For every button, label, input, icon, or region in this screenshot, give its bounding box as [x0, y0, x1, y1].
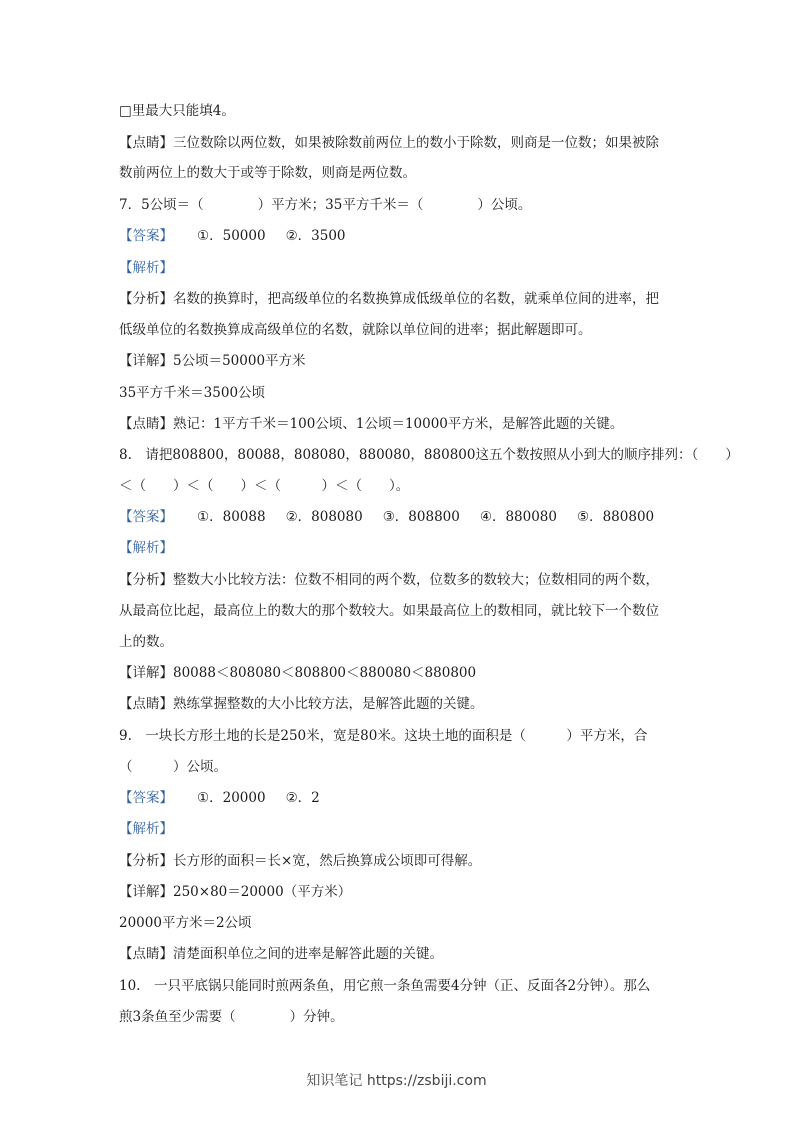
answer-row-q8 [119, 508, 679, 526]
answer-option: ②．808080 [285, 509, 363, 525]
analysis-label: 【解析】 [119, 260, 173, 276]
answer-option: ①．20000 [197, 790, 266, 806]
text-line: 低级单位的名数换算成高级单位的名数，就除以单位间的进率；据此解题即可。 [119, 322, 592, 338]
answer-option: ①．80088 [197, 509, 266, 525]
text-line: 煎3条鱼至少需要（ ）分钟。 [119, 1009, 344, 1025]
question-8: 8. 请把808800，80088，808080，880080，880800这五个数按照从小到大的顺序排列：（ ） [119, 447, 739, 463]
text-line: 【点睛】熟记：1平方千米＝100公顷、1公顷＝10000平方米，是解答此题的关键。 [119, 416, 624, 432]
analysis-label: 【解析】 [119, 821, 173, 837]
text-line: 【分析】整数大小比较方法：位数不相同的两个数，位数多的数较大；位数相同的两个数， [119, 572, 659, 588]
text-line: （ ）公顷。 [119, 759, 227, 775]
answer-option: ③．808800 [382, 509, 460, 525]
text-line: 从最高位比起，最高位上的数大的那个数较大。如果最高位上的数相同，就比较下一个数位 [119, 603, 659, 619]
answer-option: ②．2 [285, 790, 320, 806]
answer-row-q7 [119, 227, 679, 245]
question-7: 7．5公顷＝（ ）平方米；35平方千米＝（ ）公顷。 [119, 197, 532, 213]
text-line: 35平方千米＝3500公顷 [119, 385, 266, 401]
text-line: 20000平方米＝2公顷 [119, 915, 252, 931]
text-line: 上的数。 [119, 634, 173, 650]
text-line: 【详解】250×80＝20000（平方米） [119, 884, 352, 900]
text-line: ＜（ ）＜（ ）＜（ ）＜（ ）。 [119, 478, 410, 494]
text-line: 【点睛】熟练掌握整数的大小比较方法，是解答此题的关键。 [119, 696, 484, 712]
text-line: 【详解】5公顷＝50000平方米 [119, 353, 306, 369]
answer-row-q9 [119, 789, 679, 807]
text-line: 【详解】80088＜808080＜808800＜880080＜880800 [119, 665, 477, 681]
answer-option: ⑤．880800 [576, 509, 655, 525]
question-10: 10. 一只平底锅只能同时煎两条鱼，用它煎一条鱼需要4分钟（正、反面各2分钟）。那么 [119, 978, 651, 994]
text-line: 【分析】名数的换算时，把高级单位的名数换算成低级单位的名数，就乘单位间的进率，把 [119, 291, 659, 307]
answer-label: 【答案】 [119, 509, 173, 525]
question-9: 9. 一块长方形土地的长是250米，宽是80米。这块土地的面积是（ ）平方米，合 [119, 728, 648, 744]
answer-option: ④．880080 [479, 509, 557, 525]
text-line: 数前两位上的数大于或等于除数，则商是两位数。 [119, 165, 416, 181]
footer-watermark: 知识笔记 https://zsbiji.com [306, 1073, 487, 1089]
answer-label: 【答案】 [119, 790, 173, 806]
answer-option: ①．50000 [197, 228, 266, 244]
answer-label: 【答案】 [119, 228, 173, 244]
text-line: 【点睛】清楚面积单位之间的进率是解答此题的关键。 [119, 946, 443, 962]
analysis-label: 【解析】 [119, 540, 173, 556]
text-line: □里最大只能填4。 [119, 103, 235, 119]
text-line: 【点睛】三位数除以两位数，如果被除数前两位上的数小于除数，则商是一位数；如果被除 [119, 135, 659, 151]
answer-option: ②．3500 [285, 228, 346, 244]
text-line: 【分析】长方形的面积＝长×宽，然后换算成公顷即可得解。 [119, 853, 482, 869]
